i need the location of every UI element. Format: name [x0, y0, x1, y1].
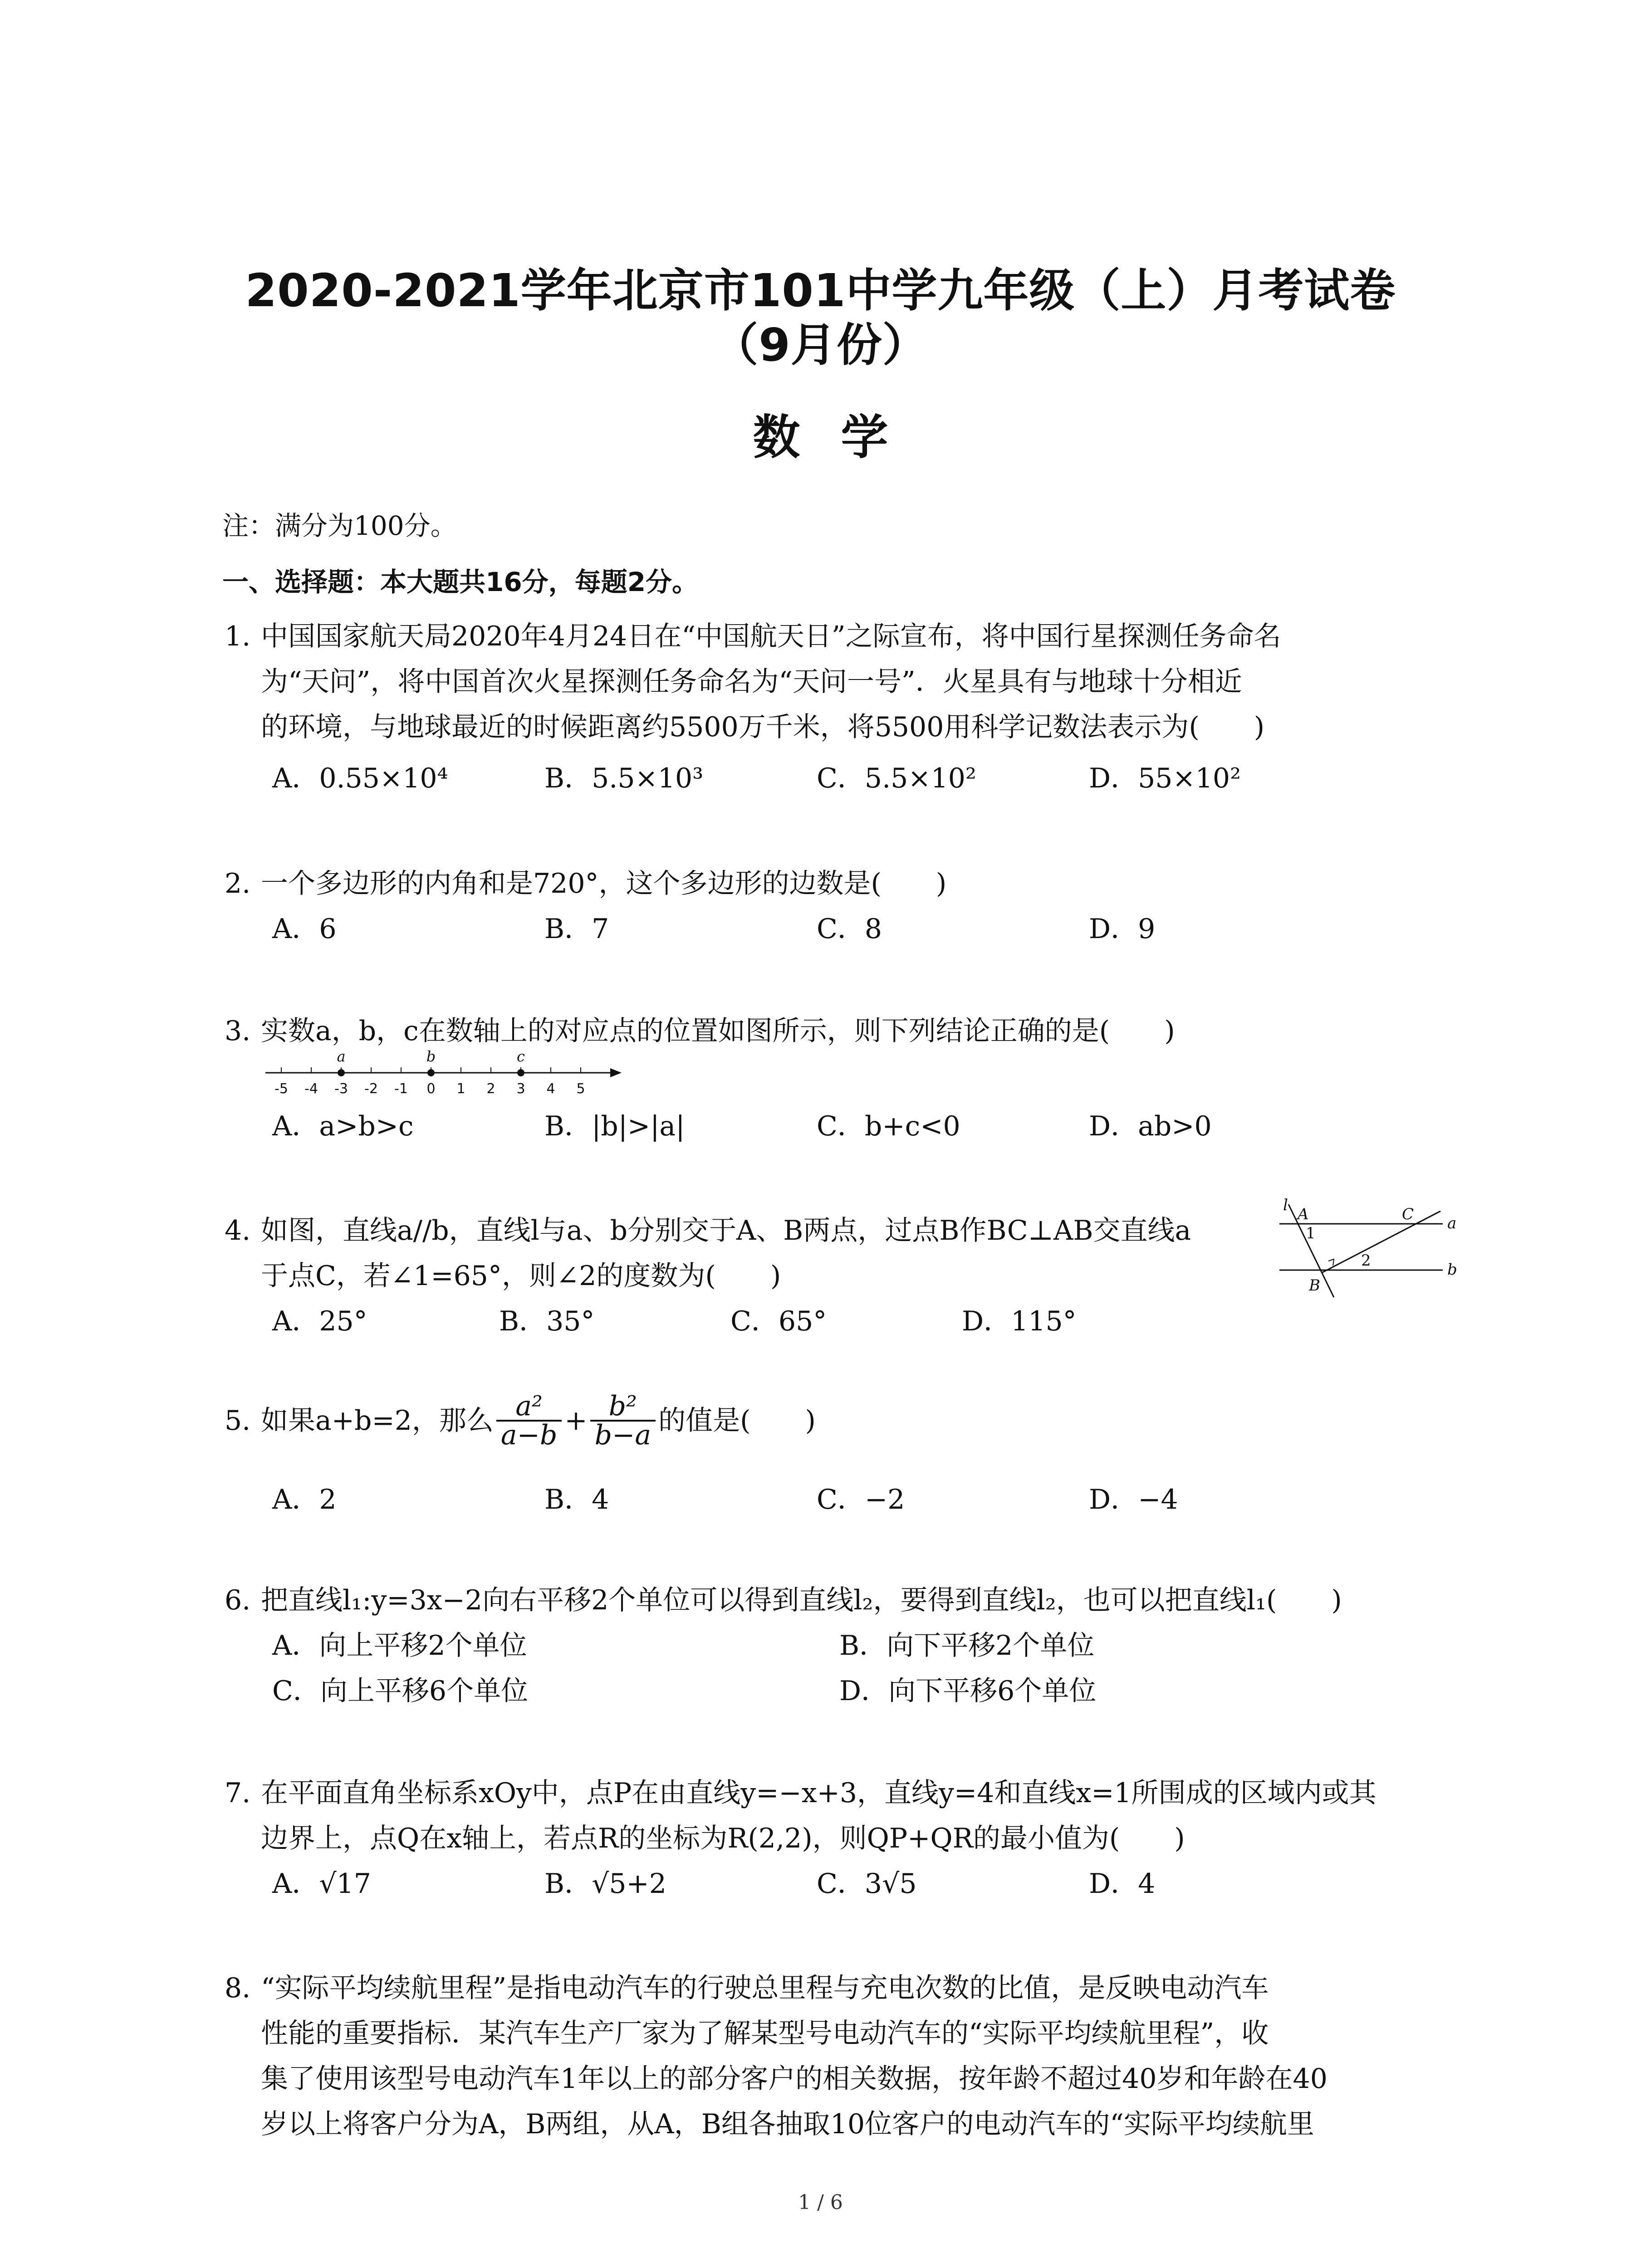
option-b[interactable]: B．5.5×10³	[544, 763, 704, 794]
option-b[interactable]: B．|b|>|a|	[544, 1110, 685, 1142]
option-b[interactable]: B．4	[544, 1484, 609, 1515]
question-text: 于点C，若∠1=65°，则∠2的度数为( )	[261, 1260, 781, 1292]
label-A: A	[1298, 1205, 1309, 1223]
tick-label: -4	[304, 1081, 318, 1097]
subject-heading: 数学	[753, 410, 929, 465]
question-text: 把直线l₁:y=3x−2向右平移2个单位可以得到直线l₂，要得到直线l₂，也可以把直线l₁( )	[261, 1584, 1342, 1616]
question-text: 集了使用该型号电动汽车1年以上的部分客户的相关数据，按年龄不超过40岁和年龄在40	[261, 2063, 1327, 2095]
question-text: “实际平均续航里程”是指电动汽车的行驶总里程与充电次数的比值，是反映电动汽车	[261, 1972, 1269, 2004]
segment-bc	[1323, 1211, 1440, 1272]
exam-title-line1: 2020-2021学年北京市101中学九年级（上）月考试卷	[245, 264, 1396, 317]
question-number: 4.	[225, 1215, 251, 1246]
option-d[interactable]: D．向下平移6个单位	[839, 1675, 1097, 1707]
option-c[interactable]: C．5.5×10²	[817, 763, 977, 794]
fraction-numerator: a²	[496, 1393, 562, 1422]
tick-label: 5	[576, 1081, 585, 1097]
parallel-lines-figure	[1270, 1193, 1461, 1311]
page-number: 1 / 6	[798, 2191, 843, 2214]
question-text: 为“天问”，将中国首次火星探测任务命名为“天问一号”．火星具有与地球十分相近	[261, 666, 1242, 698]
question-text: 性能的重要指标．某汽车生产厂家为了解某型号电动汽车的“实际平均续航里程”，收	[261, 2018, 1269, 2049]
question-number: 2.	[225, 868, 251, 899]
option-b[interactable]: B．√5+2	[544, 1868, 666, 1900]
option-c[interactable]: C．8	[817, 913, 882, 945]
option-b[interactable]: B．7	[544, 913, 609, 945]
question-number: 5.	[225, 1405, 251, 1437]
number-line-figure	[263, 1046, 626, 1105]
option-a[interactable]: A．25°	[272, 1305, 367, 1337]
point-b	[427, 1069, 435, 1076]
label-l: l	[1283, 1196, 1288, 1214]
option-d[interactable]: D．115°	[962, 1305, 1077, 1337]
angle-1-label: 1	[1306, 1224, 1316, 1242]
label-b: b	[426, 1048, 436, 1065]
question-text: 岁以上将客户分为A，B两组，从A，B组各抽取10位客户的电动汽车的“实际平均续航里	[261, 2108, 1314, 2140]
question-text: 一个多边形的内角和是720°，这个多边形的边数是( )	[261, 868, 947, 899]
tick-label: -3	[334, 1081, 348, 1097]
option-a[interactable]: A．6	[272, 913, 337, 945]
score-note: 注：满分为100分。	[222, 510, 457, 541]
exam-title-line2: （9月份）	[713, 318, 928, 371]
question-text: 的值是( )	[658, 1405, 816, 1437]
tick-label: 3	[516, 1081, 525, 1097]
point-a	[338, 1069, 345, 1076]
tick-label: 0	[426, 1081, 436, 1097]
question-text: 的环境，与地球最近的时候距离约5500万千米，将5500用科学记数法表示为( )	[261, 711, 1265, 743]
fraction-denominator: a−b	[500, 1419, 558, 1451]
tick-label: 2	[486, 1081, 495, 1097]
fraction-2	[590, 1390, 656, 1451]
axis-arrow	[610, 1068, 622, 1077]
question-number: 8.	[225, 1972, 251, 2004]
question-text: 如果a+b=2，那么	[261, 1405, 494, 1437]
question-text: 如图，直线a//b，直线l与a、b分别交于A、B两点，过点B作BC⊥AB交直线a	[261, 1215, 1191, 1246]
option-a[interactable]: A．0.55×10⁴	[272, 763, 448, 794]
fraction-denominator: b−a	[594, 1419, 652, 1451]
option-c[interactable]: C．b+c<0	[817, 1110, 960, 1142]
right-angle-mark	[1328, 1259, 1334, 1266]
question-number: 7.	[225, 1777, 251, 1809]
option-a[interactable]: A．2	[272, 1484, 337, 1515]
fraction-numerator: b²	[590, 1393, 656, 1422]
option-b[interactable]: B．35°	[499, 1305, 595, 1337]
question-text: 实数a，b，c在数轴上的对应点的位置如图所示，则下列结论正确的是( )	[261, 1015, 1175, 1047]
section-heading: 一、选择题：本大题共16分，每题2分。	[222, 567, 699, 597]
label-a: a	[337, 1048, 346, 1065]
plus-sign: +	[564, 1405, 588, 1437]
option-d[interactable]: D．ab>0	[1089, 1110, 1212, 1142]
tick-label: 4	[546, 1081, 555, 1097]
option-c[interactable]: C．3√5	[817, 1868, 917, 1900]
point-c	[517, 1069, 524, 1076]
fraction-1	[496, 1390, 562, 1451]
option-c[interactable]: C．−2	[817, 1484, 905, 1515]
option-d[interactable]: D．4	[1089, 1868, 1156, 1900]
label-B: B	[1309, 1276, 1320, 1295]
option-a[interactable]: A．向上平移2个单位	[272, 1630, 527, 1662]
option-c[interactable]: C．65°	[730, 1305, 827, 1337]
option-a[interactable]: A．a>b>c	[272, 1110, 414, 1142]
tick-label: -2	[364, 1081, 378, 1097]
question-number: 3.	[225, 1015, 251, 1047]
option-b[interactable]: B．向下平移2个单位	[839, 1630, 1095, 1662]
label-c: c	[517, 1048, 525, 1065]
label-b: b	[1447, 1261, 1457, 1279]
option-d[interactable]: D．−4	[1089, 1484, 1178, 1515]
label-a: a	[1447, 1214, 1457, 1232]
question-text: 中国国家航天局2020年4月24日在“中国航天日”之际宣布，将中国行星探测任务命名	[261, 621, 1281, 652]
option-d[interactable]: D．55×10²	[1089, 763, 1241, 794]
option-d[interactable]: D．9	[1089, 913, 1156, 945]
option-c[interactable]: C．向上平移6个单位	[272, 1675, 529, 1707]
option-a[interactable]: A．√17	[272, 1868, 371, 1900]
tick-label: -5	[274, 1081, 288, 1097]
label-C: C	[1402, 1205, 1414, 1223]
question-text: 边界上，点Q在x轴上，若点R的坐标为R(2,2)，则QP+QR的最小值为( )	[261, 1823, 1185, 1854]
tick-label: -1	[394, 1081, 408, 1097]
question-number: 6.	[225, 1584, 251, 1616]
question-text: 在平面直角坐标系xOy中，点P在由直线y=−x+3，直线y=4和直线x=1所围成的区域内或其	[261, 1777, 1376, 1809]
question-number: 1.	[225, 621, 251, 652]
angle-2-label: 2	[1361, 1251, 1371, 1270]
tick-label: 1	[456, 1081, 465, 1097]
